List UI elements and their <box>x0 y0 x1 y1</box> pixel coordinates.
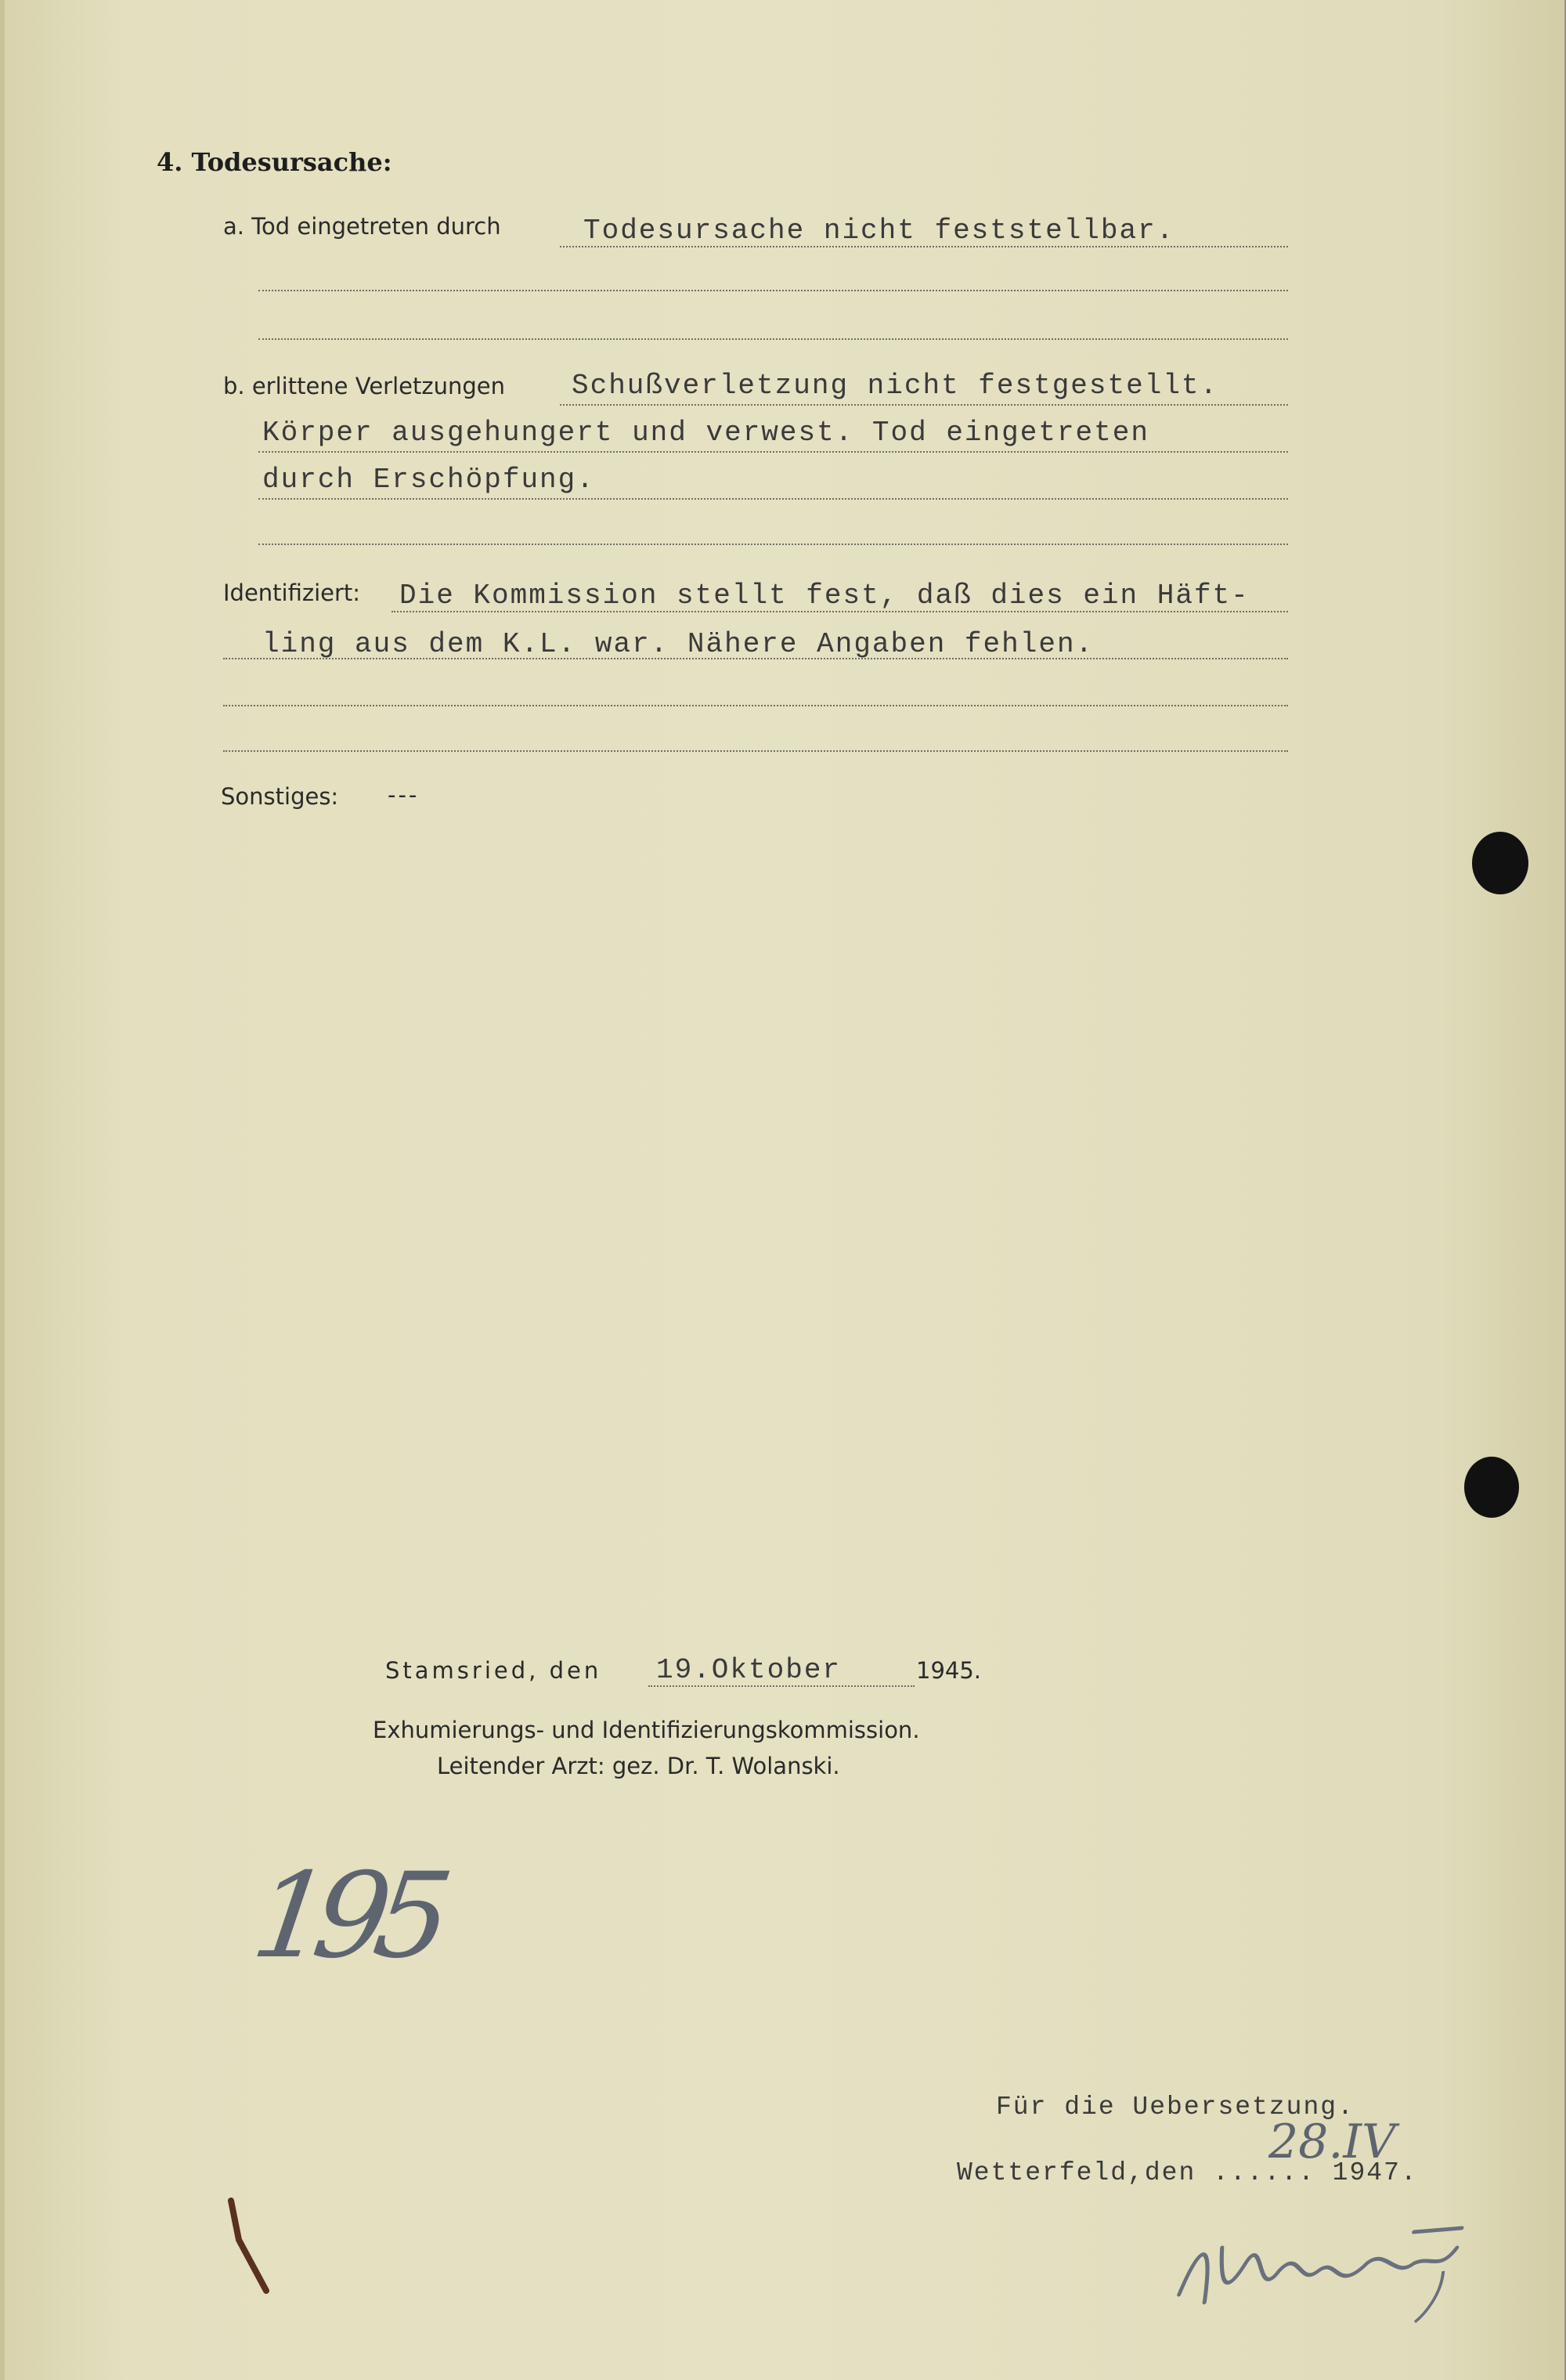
field-value-injuries-line1: Schußverletzung nicht festgestellt. <box>572 370 1219 402</box>
signature-scrawl <box>1156 2216 1481 2326</box>
field-value-injuries-line2: Körper ausgehungert und verwest. Tod eingetreten <box>262 417 1149 449</box>
handwritten-cert-date: 28.IV <box>1268 2115 1396 2169</box>
field-value-identified-line2: ling aus dem K.L. war. Nähere Angaben fehlen. <box>262 628 1095 660</box>
year-label: 1945. <box>916 1657 982 1684</box>
field-value-identified-line1: Die Kommission stellt fest, daß dies ein Häft- <box>399 580 1250 612</box>
dotted-line <box>258 544 1288 545</box>
handwritten-page-number: 195 <box>244 1848 446 1985</box>
dotted-line <box>258 451 1288 453</box>
page-edge <box>0 0 5 2380</box>
field-value-injuries-line3: durch Erschöpfung. <box>262 464 595 496</box>
punch-hole-top <box>1472 832 1528 894</box>
dotted-line <box>258 290 1288 291</box>
field-label-other: Sonstiges: <box>221 783 339 810</box>
dotted-line <box>223 658 1288 659</box>
dotted-line <box>223 750 1288 752</box>
section-heading: 4. Todesursache: <box>157 147 392 177</box>
translation-note: Für die Uebersetzung. <box>996 2093 1355 2122</box>
field-value-death-cause: Todesursache nicht feststellbar. <box>583 215 1175 247</box>
dotted-line <box>392 611 1288 612</box>
certification-place-date: Wetterfeld,den ...... 1947. <box>957 2158 1418 2187</box>
field-label-injuries: b. erlittene Verletzungen <box>223 373 505 399</box>
dotted-line <box>560 404 1288 406</box>
date-value: 19.Oktober <box>656 1654 842 1686</box>
dotted-line <box>258 338 1288 340</box>
signature <box>1150 2216 1480 2346</box>
punch-hole-bottom <box>1464 1457 1519 1518</box>
field-label-identified: Identifiziert: <box>223 580 361 606</box>
field-label-death-cause: a. Tod eingetreten durch <box>223 213 501 240</box>
dotted-line <box>648 1685 915 1687</box>
dotted-line <box>223 705 1288 706</box>
dotted-line <box>258 498 1288 500</box>
dotted-line <box>560 246 1288 247</box>
lead-physician: Leitender Arzt: gez. Dr. T. Wolanski. <box>437 1753 840 1779</box>
place-label: Stamsried, den <box>385 1657 602 1684</box>
field-value-other: --- <box>388 782 420 808</box>
ink-mark <box>223 2193 278 2302</box>
commission-name: Exhumierungs- und Identifizierungskommission. <box>373 1717 920 1743</box>
